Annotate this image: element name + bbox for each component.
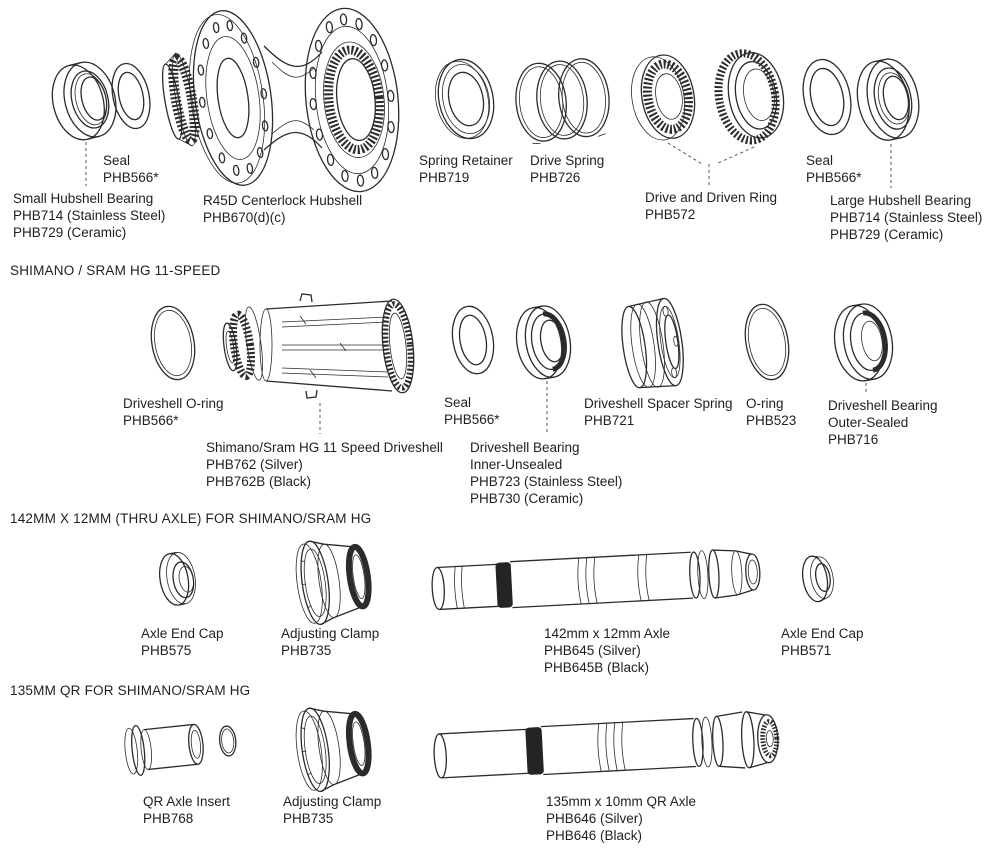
- hubshell-drawing: [157, 4, 407, 197]
- axle-135mm-drawing: [433, 710, 779, 784]
- part-label-large-hubshell-bearing: Large Hubshell Bearing PHB714 (Stainless Steel) PHB729 (Ceramic): [830, 193, 983, 242]
- part-label-axle-end-cap-left: Axle End Cap PHB575: [141, 626, 224, 658]
- driveshell-spacer-spring-drawing: [617, 297, 688, 392]
- part-label-driveshell-spacer-spring: Driveshell Spacer Spring PHB721: [584, 396, 733, 428]
- driveshell-drawing: [219, 294, 418, 398]
- part-label-axle-end-cap-right: Axle End Cap PHB571: [781, 626, 864, 658]
- part-label-qr-axle-insert: QR Axle Insert PHB768: [143, 794, 231, 826]
- part-label-o-ring-523: O-ring PHB523: [746, 396, 797, 428]
- section-header-142mm-thru-axle: 142MM X 12MM (THRU AXLE) FOR SHIMANO/SRAM HG: [10, 511, 372, 526]
- driveshell-bearing-outer-drawing: [829, 300, 898, 385]
- part-label-spring-retainer: Spring Retainer PHB719: [419, 153, 513, 185]
- part-label-adjusting-clamp-135: Adjusting Clamp PHB735: [283, 794, 382, 826]
- part-label-seal-right: Seal PHB566*: [806, 153, 862, 185]
- seal-hg-drawing: [447, 303, 498, 377]
- part-label-driveshell-bearing-outer: Driveshell Bearing Outer-Sealed PHB716: [828, 398, 938, 447]
- small-hubshell-bearing-drawing: [45, 57, 124, 146]
- part-label-adjusting-clamp-142: Adjusting Clamp PHB735: [281, 626, 380, 658]
- part-label-drive-and-driven-ring: Drive and Driven Ring PHB572: [645, 190, 778, 222]
- part-label-seal-hg: Seal PHB566*: [444, 395, 500, 427]
- seal-right-drawing: [797, 55, 858, 139]
- large-hubshell-bearing-drawing: [850, 54, 925, 145]
- part-label-axle-135: 135mm x 10mm QR Axle PHB646 (Silver) PHB646 (Black): [546, 794, 697, 843]
- adjusting-clamp-135-drawing: [292, 701, 374, 794]
- o-ring-523-drawing: [740, 301, 795, 383]
- part-label-drive-spring: Drive Spring PHB726: [530, 153, 605, 185]
- part-label-driveshell-bearing-inner: Driveshell Bearing Inner-Unsealed PHB723 (Stainless Steel) PHB730 (Ceramic): [470, 440, 623, 506]
- part-label-axle-142: 142mm x 12mm Axle PHB645 (Silver) PHB645B (Black): [544, 626, 671, 675]
- section-header-hg-11-speed: SHIMANO / SRAM HG 11-SPEED: [10, 263, 221, 278]
- qr-axle-insert-drawing: [123, 715, 239, 776]
- part-label-driveshell: Shimano/Sram HG 11 Speed Driveshell PHB762 (Silver) PHB762B (Black): [206, 440, 443, 489]
- spring-retainer-drawing: [428, 54, 500, 144]
- drive-spring-drawing: [512, 56, 613, 145]
- part-label-hubshell: R45D Centerlock Hubshell PHB670(d)(c): [203, 193, 363, 225]
- driveshell-o-ring-drawing: [146, 303, 200, 383]
- drive-ring-drawing: [625, 51, 701, 144]
- section-header-135mm-qr: 135MM QR FOR SHIMANO/SRAM HG: [10, 683, 251, 698]
- part-label-small-hubshell-bearing: Small Hubshell Bearing PHB714 (Stainless Steel) PHB729 (Ceramic): [13, 191, 166, 240]
- adjusting-clamp-142-drawing: [292, 534, 374, 627]
- driveshell-bearing-inner-drawing: [511, 302, 576, 382]
- axle-142mm-drawing: [431, 548, 761, 613]
- part-label-driveshell-o-ring: Driveshell O-ring PHB566*: [123, 396, 224, 428]
- axle-end-cap-right-drawing: [799, 553, 837, 604]
- axle-end-cap-left-drawing: [156, 550, 199, 607]
- driven-ring-drawing: [712, 47, 790, 145]
- part-label-seal-left: Seal PHB566*: [103, 153, 159, 185]
